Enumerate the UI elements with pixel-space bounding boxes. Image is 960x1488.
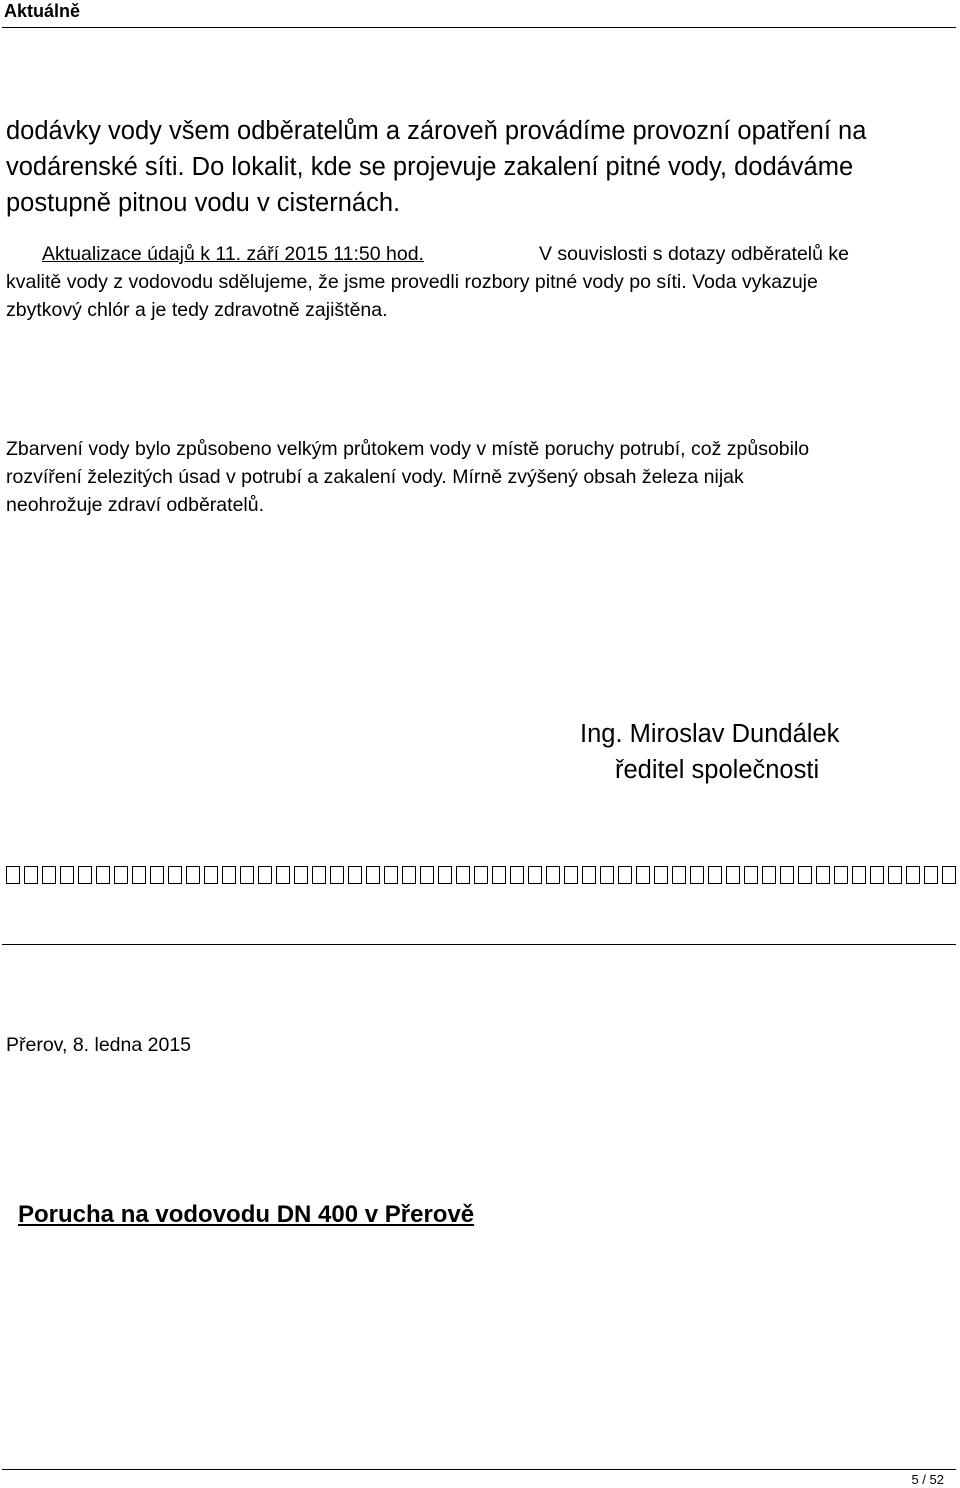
paragraph-line: postupně pitnou vodu v cisternách. bbox=[6, 189, 401, 217]
missing-glyph-box bbox=[672, 866, 686, 884]
missing-glyph-box bbox=[798, 866, 812, 884]
missing-glyph-box bbox=[168, 866, 182, 884]
missing-glyph-box bbox=[384, 866, 398, 884]
missing-glyph-box bbox=[42, 866, 56, 884]
page-number: 5 / 52 bbox=[911, 1472, 944, 1487]
missing-glyph-box bbox=[402, 866, 416, 884]
missing-glyph-box bbox=[312, 866, 326, 884]
missing-glyph-box bbox=[474, 866, 488, 884]
missing-glyph-box bbox=[330, 866, 344, 884]
missing-glyph-box bbox=[258, 866, 272, 884]
missing-glyph-box bbox=[456, 866, 470, 884]
section-divider bbox=[2, 944, 956, 945]
paragraph-line: Zbarvení vody bylo způsobeno velkým průtokem vody v místě poruchy potrubí, což způsobilo bbox=[6, 438, 810, 460]
missing-glyph-box bbox=[492, 866, 506, 884]
missing-glyph-row bbox=[6, 866, 956, 884]
missing-glyph-box bbox=[186, 866, 200, 884]
signature-role: ředitel společnosti bbox=[615, 756, 820, 784]
missing-glyph-box bbox=[924, 866, 938, 884]
missing-glyph-box bbox=[636, 866, 650, 884]
missing-glyph-box bbox=[96, 866, 110, 884]
missing-glyph-box bbox=[6, 866, 20, 884]
dateline: Přerov, 8. ledna 2015 bbox=[6, 1034, 192, 1056]
missing-glyph-box bbox=[762, 866, 776, 884]
signature-name: Ing. Miroslav Dundálek bbox=[580, 720, 840, 748]
update-line: zbytkový chlór a je tedy zdravotně zajištěna. bbox=[6, 299, 388, 321]
missing-glyph-box bbox=[870, 866, 884, 884]
update-link[interactable] bbox=[42, 240, 424, 268]
missing-glyph-box bbox=[690, 866, 704, 884]
missing-glyph-box bbox=[348, 866, 362, 884]
missing-glyph-box bbox=[834, 866, 848, 884]
paragraph-line: dodávky vody všem odběratelům a zároveň provádíme provozní opatření na bbox=[6, 117, 867, 145]
missing-glyph-box bbox=[204, 866, 218, 884]
missing-glyph-box bbox=[24, 866, 38, 884]
update-line: kvalitě vody z vodovodu sdělujeme, že jsme provedli rozbory pitné vody po síti. Voda vykazuje bbox=[6, 271, 818, 293]
missing-glyph-box bbox=[780, 866, 794, 884]
missing-glyph-box bbox=[78, 866, 92, 884]
missing-glyph-box bbox=[852, 866, 866, 884]
missing-glyph-box bbox=[564, 866, 578, 884]
missing-glyph-box bbox=[60, 866, 74, 884]
missing-glyph-box bbox=[708, 866, 722, 884]
missing-glyph-box bbox=[942, 866, 956, 884]
footer-divider bbox=[2, 1469, 956, 1470]
paragraph-line: rozvíření železitých úsad v potrubí a zakalení vody. Mírně zvýšený obsah železa nijak bbox=[6, 466, 744, 488]
missing-glyph-box bbox=[654, 866, 668, 884]
missing-glyph-box bbox=[888, 866, 902, 884]
missing-glyph-box bbox=[132, 866, 146, 884]
missing-glyph-box bbox=[294, 866, 308, 884]
missing-glyph-box bbox=[582, 866, 596, 884]
paragraph-line: neohrožuje zdraví odběratelů. bbox=[6, 494, 265, 516]
page-header-title: Aktuálně bbox=[4, 1, 81, 21]
missing-glyph-box bbox=[510, 866, 524, 884]
missing-glyph-box bbox=[726, 866, 740, 884]
article-title-link[interactable]: Porucha na vodovodu DN 400 v Přerově bbox=[18, 1201, 475, 1228]
missing-glyph-box bbox=[438, 866, 452, 884]
missing-glyph-box bbox=[240, 866, 254, 884]
missing-glyph-box bbox=[618, 866, 632, 884]
update-link-text[interactable]: Aktualizace údajů k 11. září 2015 11:50 hod. bbox=[42, 243, 424, 265]
missing-glyph-box bbox=[222, 866, 236, 884]
missing-glyph-box bbox=[816, 866, 830, 884]
missing-glyph-box bbox=[276, 866, 290, 884]
missing-glyph-box bbox=[744, 866, 758, 884]
missing-glyph-box bbox=[546, 866, 560, 884]
paragraph-line: vodárenské síti. Do lokalit, kde se projevuje zakalení pitné vody, dodáváme bbox=[6, 153, 854, 181]
missing-glyph-box bbox=[600, 866, 614, 884]
missing-glyph-box bbox=[114, 866, 128, 884]
header-divider bbox=[2, 27, 956, 28]
missing-glyph-box bbox=[150, 866, 164, 884]
missing-glyph-box bbox=[366, 866, 380, 884]
missing-glyph-box bbox=[906, 866, 920, 884]
missing-glyph-box bbox=[420, 866, 434, 884]
missing-glyph-box bbox=[528, 866, 542, 884]
update-line-start: V souvislosti s dotazy odběratelů ke bbox=[539, 243, 850, 265]
